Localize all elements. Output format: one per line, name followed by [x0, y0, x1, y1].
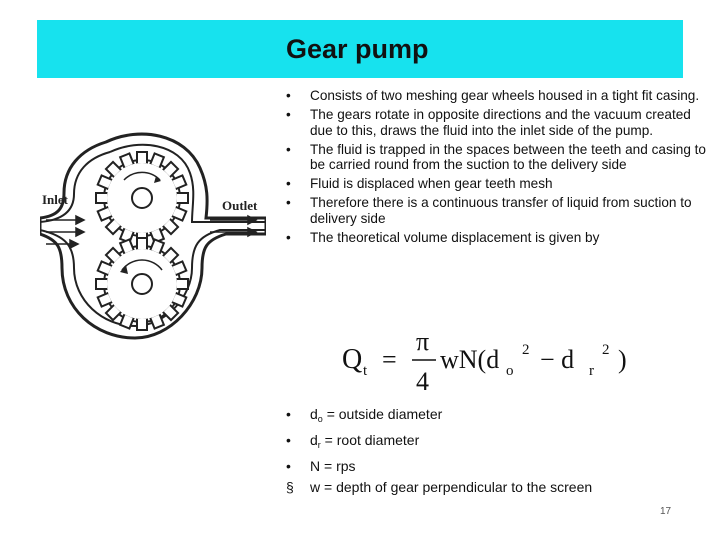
definition-item: • $d_o$ = outside diameter — [286, 406, 443, 424]
page-number: 17 — [660, 506, 672, 517]
formula-term: wN(d — [440, 345, 500, 374]
bullet-dot: • — [286, 229, 291, 245]
bullet-dot: • — [286, 88, 291, 103]
formula-lhs: Q — [342, 344, 363, 375]
slide-title: Gear pump — [286, 34, 429, 64]
description-bullet-list — [286, 88, 710, 249]
bullet-item: • Fluid is displaced when gear teeth mesh — [286, 176, 553, 191]
upper-gear — [96, 152, 188, 244]
formula-denominator: 4 — [416, 367, 429, 396]
bullet-item: • Therefore there is a continuous transfer of liquid from suction to delivery side — [286, 195, 692, 226]
definitions-list — [286, 407, 706, 501]
lower-gear — [96, 238, 188, 330]
formula-equals: = — [382, 345, 397, 374]
formula-sup-2: 2 — [602, 342, 610, 358]
bullet-dot: • — [286, 406, 291, 422]
definition-item: • N = rps — [286, 457, 356, 474]
inlet-label: Inlet — [42, 192, 68, 207]
formula-numerator: π — [416, 327, 430, 356]
formula-minus: − d — [540, 345, 575, 374]
bullet-dot: • — [286, 176, 291, 191]
bullet-dot: • — [286, 457, 291, 474]
formula-sup-1: 2 — [522, 342, 530, 358]
gear-pump-diagram — [40, 128, 266, 348]
bullet-dot: • — [286, 141, 291, 157]
square-bullet: § — [286, 478, 294, 495]
bullet-dot: • — [286, 195, 291, 210]
bullet-item: • The gears rotate in opposite directions and the vacuum created due to this, draws the fluid into the inlet side of the pump. — [286, 107, 691, 138]
formula-lhs-sub: t — [363, 363, 368, 379]
formula-do-sub: o — [506, 363, 514, 379]
bullet-item: • The fluid is trapped in the spaces between the teeth and casing to be carried round from the suction to the delivery side — [286, 141, 706, 172]
bullet-dot: • — [286, 107, 291, 122]
definition-item: § w = depth of gear perpendicular to the screen — [286, 478, 593, 495]
displacement-formula — [338, 326, 638, 398]
bullet-dot: • — [286, 431, 291, 448]
bullet-item: • The theoretical volume displacement is given by — [286, 229, 600, 245]
bullet-item: • Consists of two meshing gear wheels housed in a tight fit casing. — [286, 88, 700, 103]
formula-dr-sub: r — [589, 363, 594, 379]
definition-item: • $d_r$ = root diameter — [286, 431, 420, 450]
formula-close: ) — [618, 345, 627, 374]
outlet-label: Outlet — [222, 198, 258, 213]
